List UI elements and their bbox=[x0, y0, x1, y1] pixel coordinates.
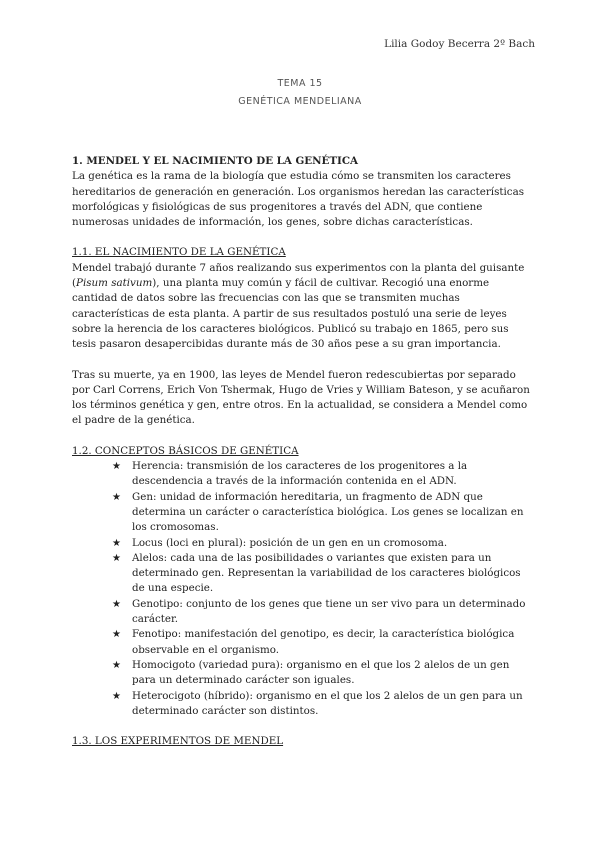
concept-text: Fenotipo: manifestación del genotipo, es decir, la característica biológica observable en el organismo. bbox=[132, 628, 515, 656]
concept-text: Heterocigoto (híbrido): organismo en el que los 2 alelos de un gen para un determinado carácter son distintos. bbox=[132, 689, 523, 717]
concept-text: Genotipo: conjunto de los genes que tiene un ser vivo para un determinado carácter. bbox=[132, 597, 526, 626]
concept-list-item bbox=[112, 490, 532, 536]
concept-list-item bbox=[112, 551, 532, 597]
title-block bbox=[0, 75, 600, 111]
p1-text-start: Mendel trabajó durante 7 años realizando sus experimentos con la planta del guisante ( bbox=[72, 261, 525, 290]
star-bullet-icon: ★ bbox=[112, 461, 121, 473]
topic-number: TEMA 15 bbox=[277, 78, 323, 89]
star-bullet-icon: ★ bbox=[112, 598, 121, 610]
author-name: Lilia Godoy Becerra 2º Bach bbox=[384, 38, 535, 50]
p1-text-end: ), una planta muy común y fácil de cultivar. Recogió una enorme cantidad de datos sobre las frecuencias con las que se transmiten muchas características de esta planta. A partir de sus resultados postuló una serie de leyes sobre la herencia de los caracteres biológicos. Publicó su trabajo en 1865, pero sus tesis pasaron desapercibidas durante más de 30 años pese a su gran importancia. bbox=[72, 277, 509, 351]
section-1-2-heading: 1.2. CONCEPTOS BÁSICOS DE GENÉTICA bbox=[72, 444, 299, 457]
section-1-3-heading: 1.3. LOS EXPERIMENTOS DE MENDEL bbox=[72, 735, 284, 748]
section-1-1-heading: 1.1. EL NACIMIENTO DE LA GENÉTICA bbox=[72, 246, 286, 259]
species-name: Pisum sativum bbox=[76, 277, 153, 290]
concept-list bbox=[72, 459, 532, 719]
concept-list-item bbox=[112, 536, 532, 551]
concept-list-item bbox=[112, 597, 532, 628]
concept-text: Homocigoto (variedad pura): organismo en el que los 2 alelos de un gen para un determinado carácter son iguales. bbox=[132, 658, 510, 687]
concept-list-item bbox=[112, 658, 532, 689]
concept-list-item bbox=[112, 627, 532, 658]
concept-text: Herencia: transmisión de los caracteres de los progenitores a la descendencia a través de la información contenida en el ADN. bbox=[132, 460, 468, 488]
star-bullet-icon: ★ bbox=[112, 552, 121, 564]
document-body bbox=[72, 154, 532, 749]
section-1-1-paragraph-2: Tras su muerte, ya en 1900, las leyes de Mendel fueron redescubiertas por separado por Carl Correns, Erich Von Tshermak, Hugo de Vries y William Bateson, y se acuñaron los términos genética y gen, entre otros. En la actualidad, se considera a Mendel como el padre de la genética. bbox=[72, 368, 530, 427]
topic-title: GENÉTICA MENDELIANA bbox=[238, 96, 362, 107]
concept-text: Gen: unidad de información hereditaria, un fragmento de ADN que determina un carácter o característica biológica. Los genes se localizan en los cromosomas. bbox=[132, 490, 524, 534]
concept-text: Alelos: cada una de las posibilidades o variantes que existen para un determinado gen. Representan la variabilidad de los caracteres biológicos de una especie. bbox=[132, 551, 521, 595]
star-bullet-icon: ★ bbox=[112, 537, 121, 549]
concept-list-item bbox=[112, 459, 532, 490]
star-bullet-icon: ★ bbox=[112, 690, 121, 702]
section-1-1-paragraph-1 bbox=[72, 261, 532, 353]
section-1-heading: 1. MENDEL Y EL NACIMIENTO DE LA GENÉTICA bbox=[72, 155, 359, 167]
concept-list-item bbox=[112, 689, 532, 720]
star-bullet-icon: ★ bbox=[112, 659, 121, 671]
concept-text: Locus (loci en plural): posición de un gen en un cromosoma. bbox=[132, 536, 448, 549]
star-bullet-icon: ★ bbox=[112, 491, 121, 503]
section-1-paragraph: La genética es la rama de la biología que estudia cómo se transmiten los caracteres hereditarios de generación en generación. Los organismos heredan las características morfológicas y fisiológicas de sus progenitores a través del ADN, que contiene numerosas unidades de información, los genes, sobre dichas características. bbox=[72, 170, 525, 229]
star-bullet-icon: ★ bbox=[112, 629, 121, 641]
